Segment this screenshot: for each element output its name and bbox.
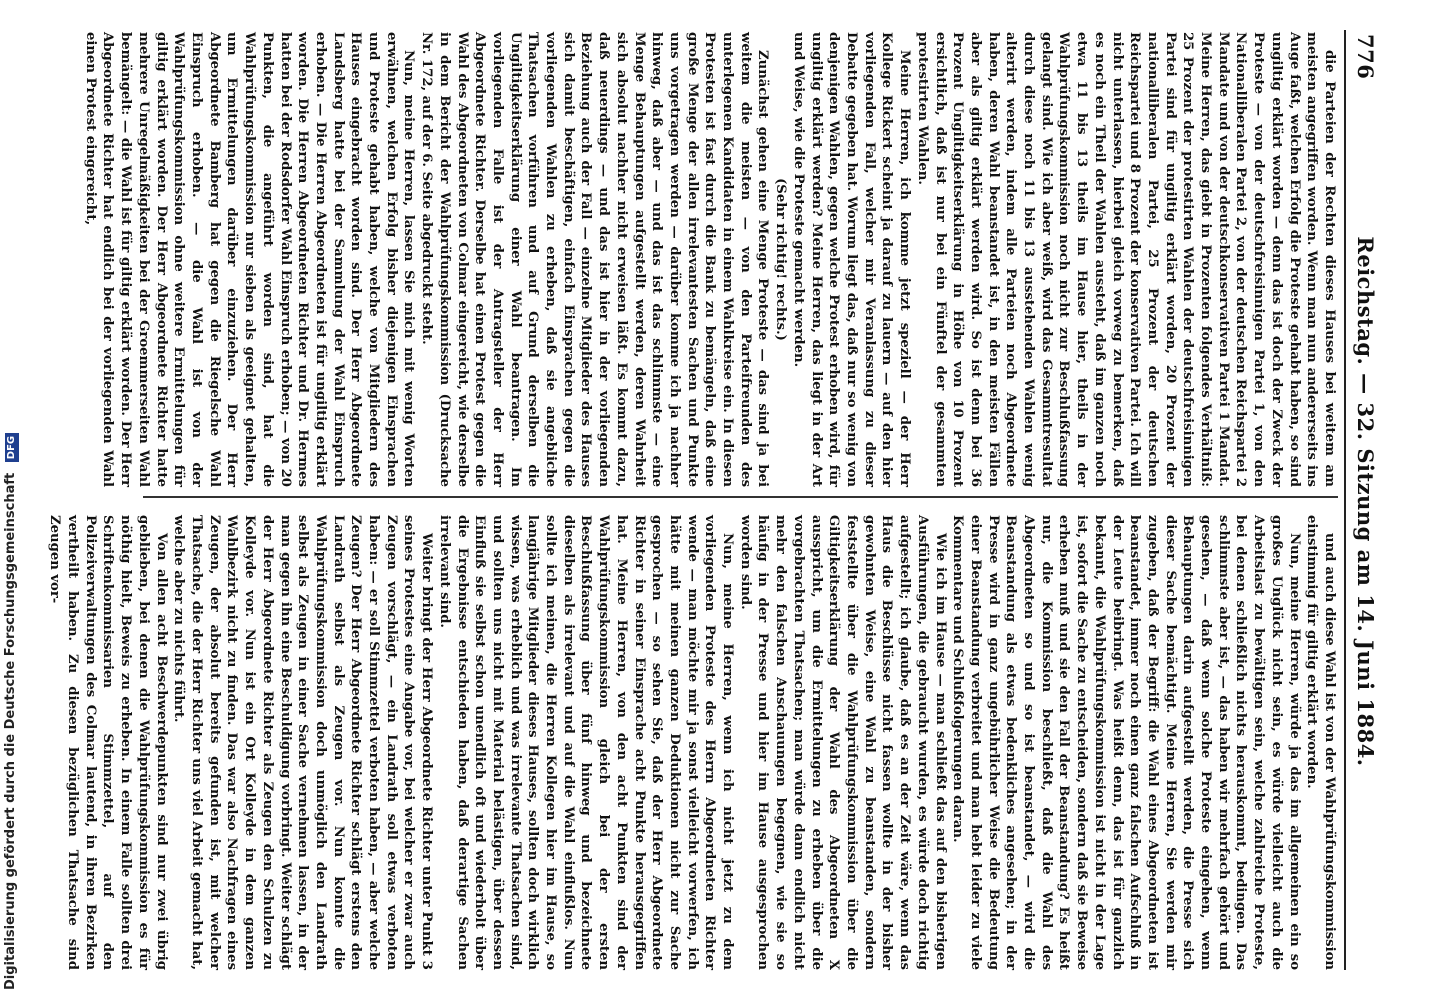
page-header <box>1348 34 1378 969</box>
dfg-logo: DFG <box>5 433 19 462</box>
paragraph: Meine Herren, ich komme jetzt speziell — der Herr Kollege Rickert scheint ja darauf zu lauern — auf den hier vorliegenden Fall, welcher mir Veranlassung zu dieser Debatte gegeben hat. Worum liegt das, daß nur so wenig von denjenigen Wahlen, gegen welche Protest erhoben wird, für ungiltig erklärt werden? Meine Herren, das liegt in der Art und Weise, wie die Proteste gemacht werden. <box>790 32 913 487</box>
header-rule <box>1344 30 1346 970</box>
paragraph: Weiter bringt der Herr Abgeordnete Richter unter Punkt 3 seines Protestes eine Angabe vor, bei welcher er zwar auch Zeugen vorschlägt, — ein Landrath soll etwas verboten haben: — er soll Stimmzettel verboten haben, — aber welche Zeugen? Der Herr Abgeordnete Richter schlägt erstens den Landrath selbst als Zeugen vor. Nun konnte die Wahlprüfungskommission doch unmöglich den Landrath selbst als Zeugen in einer Sache vernehmen lassen, in der man gegen ihn eine Beschuldigung vorbringt. Weiter schlägt der Herr Abgeordnete Richter als Zeugen den Schulzen zu Kolleyde vor. Nun ist ein Ort Kolleyde in dem ganzen Wahlbezirk nicht zu finden. Das war also Nachfragen eines Zeugen, der absolut bereits gefunden ist, mit welcher Thatsache, die der Herr Richter uns viel Arbeit gemacht hat, welche aber zu nichts führt. <box>171 515 435 970</box>
paragraph: Nun, meine Herren, lassen Sie mich mit wenig Worten erwähnen, welchen Erfolg bisher diejenigen Einsprachen und Proteste gehabt haben, welche von Mitgliedern des Hauses eingebracht worden sind. Der Herr Abgeordnete Landsberg hatte bei der Sammlung der Wahl Einspruch erhoben. — Die Herren Abgeordneten ist für ungiltig erklärt worden. Die Herren Abgeordneten Richter und Dr. Hermes hatten bei der Rodsdorfer Wahl Einspruch erhoben; — von 20 Punkten, die angeführt worden sind, hat die Wahlprüfungskommission nur sieben als geeignet gehalten, um Ermittelungen darüber einzuziehen. Der Herr Abgeordnete Bamberg hat gegen die Riegelsche Wahl Einspruch erhoben. — die Wahl ist von der Wahlprüfungskommission ohne weitere Ermittelungen für giltig erklärt worden. Der Herr Abgeordnete Richter hatte mehrere Unregelmäßigkeiten bei der Groemmerseiten Wahl bemängelt: — die Wahl ist für giltig erklärt worden. Der Herr Abgeordnete Richter hat endlich bei der vorliegenden Wahl einen Protest eingereicht, <box>82 32 417 487</box>
paragraph: die Parteien der Rechten dieses Hauses bei weitem am meisten angegriffen worden. Wenn man nun andererseits ins Auge faßt, welchen Erfolg die Proteste gehabt haben, so sind ungiltig erklärt worden — denn das ist doch der Zweck der Proteste — von der deutschfreisinnigen Partei 1, von den Nationalliberalen Partei 2, von der deutschen Reichspartei 2 Mandate und von der deutschkonservativen Partei 1 Mandat. Meine Herren, das giebt in Prozenten folgendes Verhältniß: 25 Prozent der protestirten Wahlen der deutschfreisinnigen Partei sind für ungiltig erklärt worden, 20 Prozent der nationalliberalen Partei, 25 Prozent der deutschen Reichspartei und 8 Prozent der konservativen Partei. Ich will nicht unterlassen, hierbei gleich vorweg zu bemerken, daß es noch ein Theil der Wahlen aussteht, daß im ganzen noch etwa 11 bis 13 theils im Hause hier, theils in der Wahlprüfungskommission noch nicht zur Beschlußfassung gelangt sind. Wie ich aber weiß, wird das Gesammtresultat durch diese noch 11 bis 13 ausstehenden Wahlen wenig alterirt werden, indem alle Parteien noch Abgeordnete haben, deren Wahl beanstandet ist, in den meisten Fällen aber als giltig erklärt werden wird. So ist denn bei 36 Prozent Ungiltigkeitserklärung in Höhe von 10 Prozent ersichtlich, daß ist nur bei ein Fünftel der gesammten protestirten Wahlen. <box>914 32 1337 487</box>
paragraph: Nun, meine Herren, würde ja das im allgemeinen ein so großes Unglück nicht sein, es würde vielleicht auch die Arbeitslast zu bewältigen sein, welche zahlreiche Proteste, bei denen schließlich nichts herauskommt, bedingen. Das schlimmste aber ist, — das haben wir mehrfach gehört und gesehen, — daß wenn solche Proteste eingehen, wenn Behauptungen darin aufgestellt werden, die Presse sich dieser Sache bemächtigt. Meine Herren, Sie werden mir zugeben, daß der Begriff: die Wahl eines Abgeordneten ist beanstandet, immer noch einen ganz falschen Aufschluß in der Leute beibringt. Was heißt denn, das ist für ganzlich bekannt, die Wahlprüfungskommission ist nicht in der Lage ist, sofort die Sache zu entscheiden, sondern daß sie Beweise erheben muß und sie den Fall der Beanstandung? Es heißt nur, die Kommission beschließt, daß die Wahl des Abgeordneten so und so ist beanstandet, — wird die Beanstandung als etwas bedenkliches angesehen; in der Presse wird in ganz ungebührlicher Weise die Bedeutung einer Beanstandung verbreitet und man hebt leider zu viele Kommentare und Schlußfolgerungen daran. <box>950 515 1302 970</box>
text-column-right <box>47 515 1338 970</box>
paragraph: Zunächst gehen eine Menge Proteste — das sind ja bei weitem die meisten — von den Parteifreunden des unterlegenen Kandidaten in einem Wahlkreise ein. In diesen Protesten ist fast durch die Bank zu bemängeln, daß eine große Menge der allen irrelevantesten Sachen und Punkte uns vorgetragen werden — darüber komme ich ja nachher hinweg, daß aber — und das ist das schlimmste — eine Menge Behauptungen aufgestellt werden, deren Wahrheit sich absolut nachher nicht erweisen läßt. Es kommt dazu, daß neuerdings — und das ist hier in der vorliegenden Beziehung auch der Fall — einzelne Mitglieder des Hauses sich damit beschäftigen, einfach Einsprachen gegen die vorliegenden Wahlen zu erheben, daß sie angebliche Thatsachen vorführen und auf Grund derselben die Ungiltigkeitserklärung einer Wahl beantragen. Im vorliegenden Falle ist der Antragsteller der Herr Abgeordnete Richter. Derselbe hat einen Protest gegen die Wahl des Abgeordneten von Colmar eingereicht, wie derselbe in dem Bericht der Wahlprüfungskommission (Drucksache Nr. 172, auf der 6. Seite abgedruckt steht. <box>419 32 771 487</box>
paragraph: Wie ich im Hause — man schließt das auf den bisherigen Ausführungen, die gebraucht wurden, es würde doch richtig aufgestellt; ich glaube, daß es an der Zeit wäre, wenn das Haus die Beschlüsse nicht fassen wollte in der bisher gewohnten Weise, eine Wahl zu beanstanden, sondern feststellte über die Wahlprüfungskommission über die Giltigkeitserklärung der Wahl des Abgeordneten X ausspricht, um die Ermittelungen zu erheben über die vorgebrachten Thatsachen; man würde dann endlich nicht mehr den falschen Anschauungen begegnen, wie sie so häufig in der Presse und hier im Hause ausgesprochen worden sind. <box>737 515 948 970</box>
column-divider <box>143 496 1338 498</box>
text-column-left <box>82 32 1338 487</box>
document-page <box>47 0 1400 1000</box>
paragraph: Nun, meine Herren, wenn ich nicht jetzt zu dem vorliegenden Proteste des Herrn Abgeordneten Richter wende — man möchte mir ja sonst vielleicht vorwerfen, ich hätte mit meinen ganzen Deduktionen nicht zur Sache gesprochen — so sehen Sie, daß der Herr Abgeordnete Richter in seiner Einsprache acht Punkte herausgegriffen hat. Meine Herren, von den acht Punkten sind der Wahlprüfungskommission gleich bei der ersten Beschlußfassung über fünf hinweg und bezeichnete dieselben als irrelevant und auf die Wahl einflußlos. Nun sollte ich meinen, die Herren Kollegen hier im Hause, so langjährige Mitglieder dieses Hauses, sollten doch wirklich wissen, was erheblich und was irrelevante Thatsachen sind, und sollten uns nicht mit Material belästigen, über dessen Einfluß sie selbst schon unendlich oft und wiederholt über die Ergebnisse entschieden haben, daß derartige Sachen irrelevant sind. <box>436 515 736 970</box>
digitisation-note-text: Digitalisierung gefördert durch die Deutsche Forschungsgemeinschaft <box>3 472 18 990</box>
interjection: (Sehr richtig! rechts.) <box>773 178 789 341</box>
paragraph: Von allen acht Beschwerdepunkten sind nur zwei übrig geblieben, bei denen die Wahlprüfungskommission es für nöthig hielt, Beweis zu erheben. In einem Falle sollten drei Schriftenkommissarien Stimmzettel, auf den Polizeiverwaltungen des Colmar lautend, in ihren Bezirken vertheilt haben. Zu diesen bezüglichen Thatsache sind Zeugen vor- <box>47 515 169 970</box>
digitisation-note <box>0 0 22 1000</box>
page-title: Reichstag. — 32. Sitzung am 14. Juni 1884. <box>1353 236 1378 767</box>
paragraph: und auch diese Wahl ist von der Wahlprüfungskommission einstimmig für giltig erklärt worden. <box>1304 515 1337 970</box>
page-number: 776 <box>1353 34 1378 80</box>
